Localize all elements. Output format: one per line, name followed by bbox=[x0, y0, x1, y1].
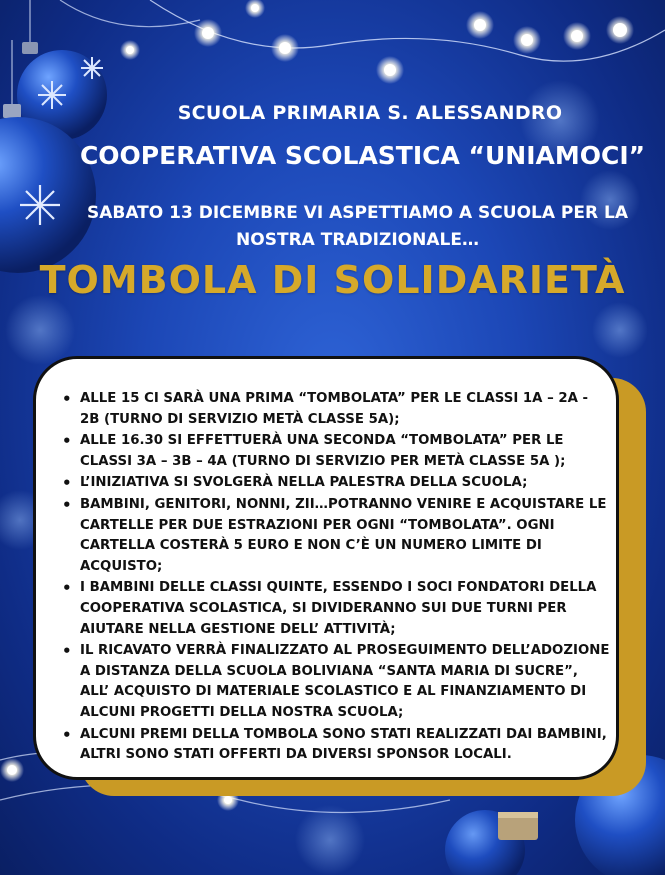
light-bulb-icon bbox=[120, 0, 634, 84]
info-list bbox=[58, 389, 610, 767]
cooperative-name: COOPERATIVA SCOLASTICA “UNIAMOCI” bbox=[79, 141, 646, 170]
event-date-line-2: NOSTRA TRADIZIONALE… bbox=[236, 230, 479, 250]
list-item: • I BAMBINI DELLE CLASSI QUINTE, ESSENDO I SOCI FONDATORI DELLA COOPERATIVA SCOLASTICA, SI DIVIDERANNO SUI DUE TURNI PER AIUTARE NELLA GESTIONE DELL’ ATTIVITÀ; bbox=[58, 578, 610, 640]
event-date-line-1: SABATO 13 DICEMBRE VI ASPETTIAMO A SCUOLA PER LA bbox=[86, 203, 628, 223]
list-item: • IL RICAVATO VERRÀ FINALIZZATO AL PROSEGUIMENTO DELL’ADOZIONE A DISTANZA DELLA SCUOLA BOLIVIANA “SANTA MARIA DI SUCRE”, ALL’ ACQUISTO DI MATERIALE SCOLASTICO E AL FINANZIAMENTO DI ALCUNI PROGETTI DELLA NOSTRA SCUOLA; bbox=[58, 641, 610, 723]
list-item: • L’INIZIATIVA SI SVOLGERÀ NELLA PALESTRA DELLA SCUOLA; bbox=[58, 473, 610, 494]
event-title: TOMBOLA DI SOLIDARIETÀ bbox=[39, 258, 626, 302]
school-name: SCUOLA PRIMARIA S. ALESSANDRO bbox=[177, 102, 563, 124]
list-item: • ALCUNI PREMI DELLA TOMBOLA SONO STATI REALIZZATI DAI BAMBINI, ALTRI SONO STATI OFFERTI DA DIVERSI SPONSOR LOCALI. bbox=[58, 725, 610, 766]
list-item: • ALLE 16.30 SI EFFETTUERÀ UNA SECONDA “TOMBOLATA” PER LE CLASSI 3A – 3B – 4A (TURNO DI SERVIZIO PER METÀ CLASSE 5A ); bbox=[58, 431, 610, 472]
list-item: • ALLE 15 CI SARÀ UNA PRIMA “TOMBOLATA” PER LE CLASSI 1A – 2A - 2B (TURNO DI SERVIZIO METÀ CLASSE 5A); bbox=[58, 389, 610, 430]
list-item: • BAMBINI, GENITORI, NONNI, ZII…POTRANNO VENIRE E ACQUISTARE LE CARTELLE PER DUE ESTRAZIONI PER OGNI “TOMBOLATA”. OGNI CARTELLA COSTERÀ 5 EURO E NON C’È UN NUMERO LIMITE DI ACQUISTO; bbox=[58, 495, 610, 577]
event-date bbox=[0, 200, 665, 254]
